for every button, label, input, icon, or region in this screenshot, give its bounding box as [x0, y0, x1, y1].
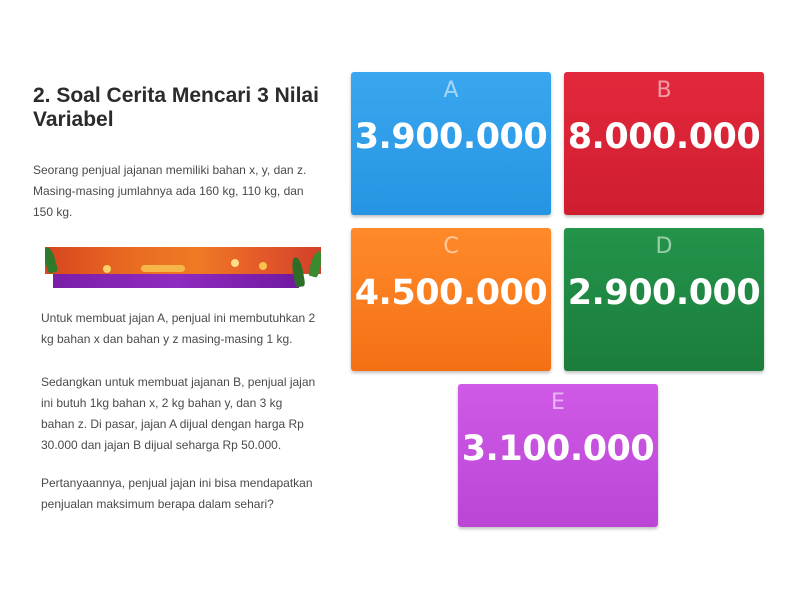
- answer-option-e[interactable]: [458, 384, 658, 527]
- question-paragraph-3: Sedangkan untuk membuat jajanan B, penjual jajan ini butuh 1kg bahan x, 2 kg bahan y, dan 3 kg bahan z. Di pasar, jajan A dijual dengan harga Rp 30.000 dan jajan B dijual seharga Rp 50.000.: [41, 375, 316, 452]
- question-illustration: [45, 247, 321, 289]
- illustration-purple-strip: [53, 274, 299, 288]
- question-title: 2. Soal Cerita Mencari 3 Nilai Variabel: [33, 84, 319, 131]
- answer-option-b[interactable]: [564, 72, 764, 215]
- answer-option-d[interactable]: [564, 228, 764, 371]
- food-icon: [259, 262, 267, 270]
- answer-letter: B: [656, 78, 672, 103]
- answer-value: 4.500.000: [354, 273, 548, 313]
- food-icon: [103, 265, 111, 273]
- answer-letter: C: [443, 234, 459, 259]
- question-paragraph-1: Seorang penjual jajanan memiliki bahan x, y, dan z. Masing-masing jumlahnya ada 160 kg, 110 kg, dan 150 kg.: [33, 163, 307, 219]
- answer-value: 3.900.000: [354, 117, 548, 157]
- answer-value: 3.100.000: [461, 429, 655, 469]
- carrot-icon: [141, 265, 185, 272]
- answer-option-a[interactable]: [351, 72, 551, 215]
- answer-option-c[interactable]: [351, 228, 551, 371]
- question-panel: [20, 72, 326, 527]
- question-paragraph-2: Untuk membuat jajan A, penjual ini membutuhkan 2 kg bahan x dan bahan y z masing-masing 1 kg.: [41, 311, 316, 346]
- food-icon: [231, 259, 239, 267]
- answer-letter: E: [551, 390, 565, 415]
- question-paragraph-4: Pertanyaannya, penjual jajan ini bisa mendapatkan penjualan maksimum berapa dalam sehari?: [41, 476, 313, 511]
- answer-letter: A: [443, 78, 459, 103]
- answer-letter: D: [655, 234, 673, 259]
- answer-value: 2.900.000: [567, 273, 761, 313]
- answer-value: 8.000.000: [567, 117, 761, 157]
